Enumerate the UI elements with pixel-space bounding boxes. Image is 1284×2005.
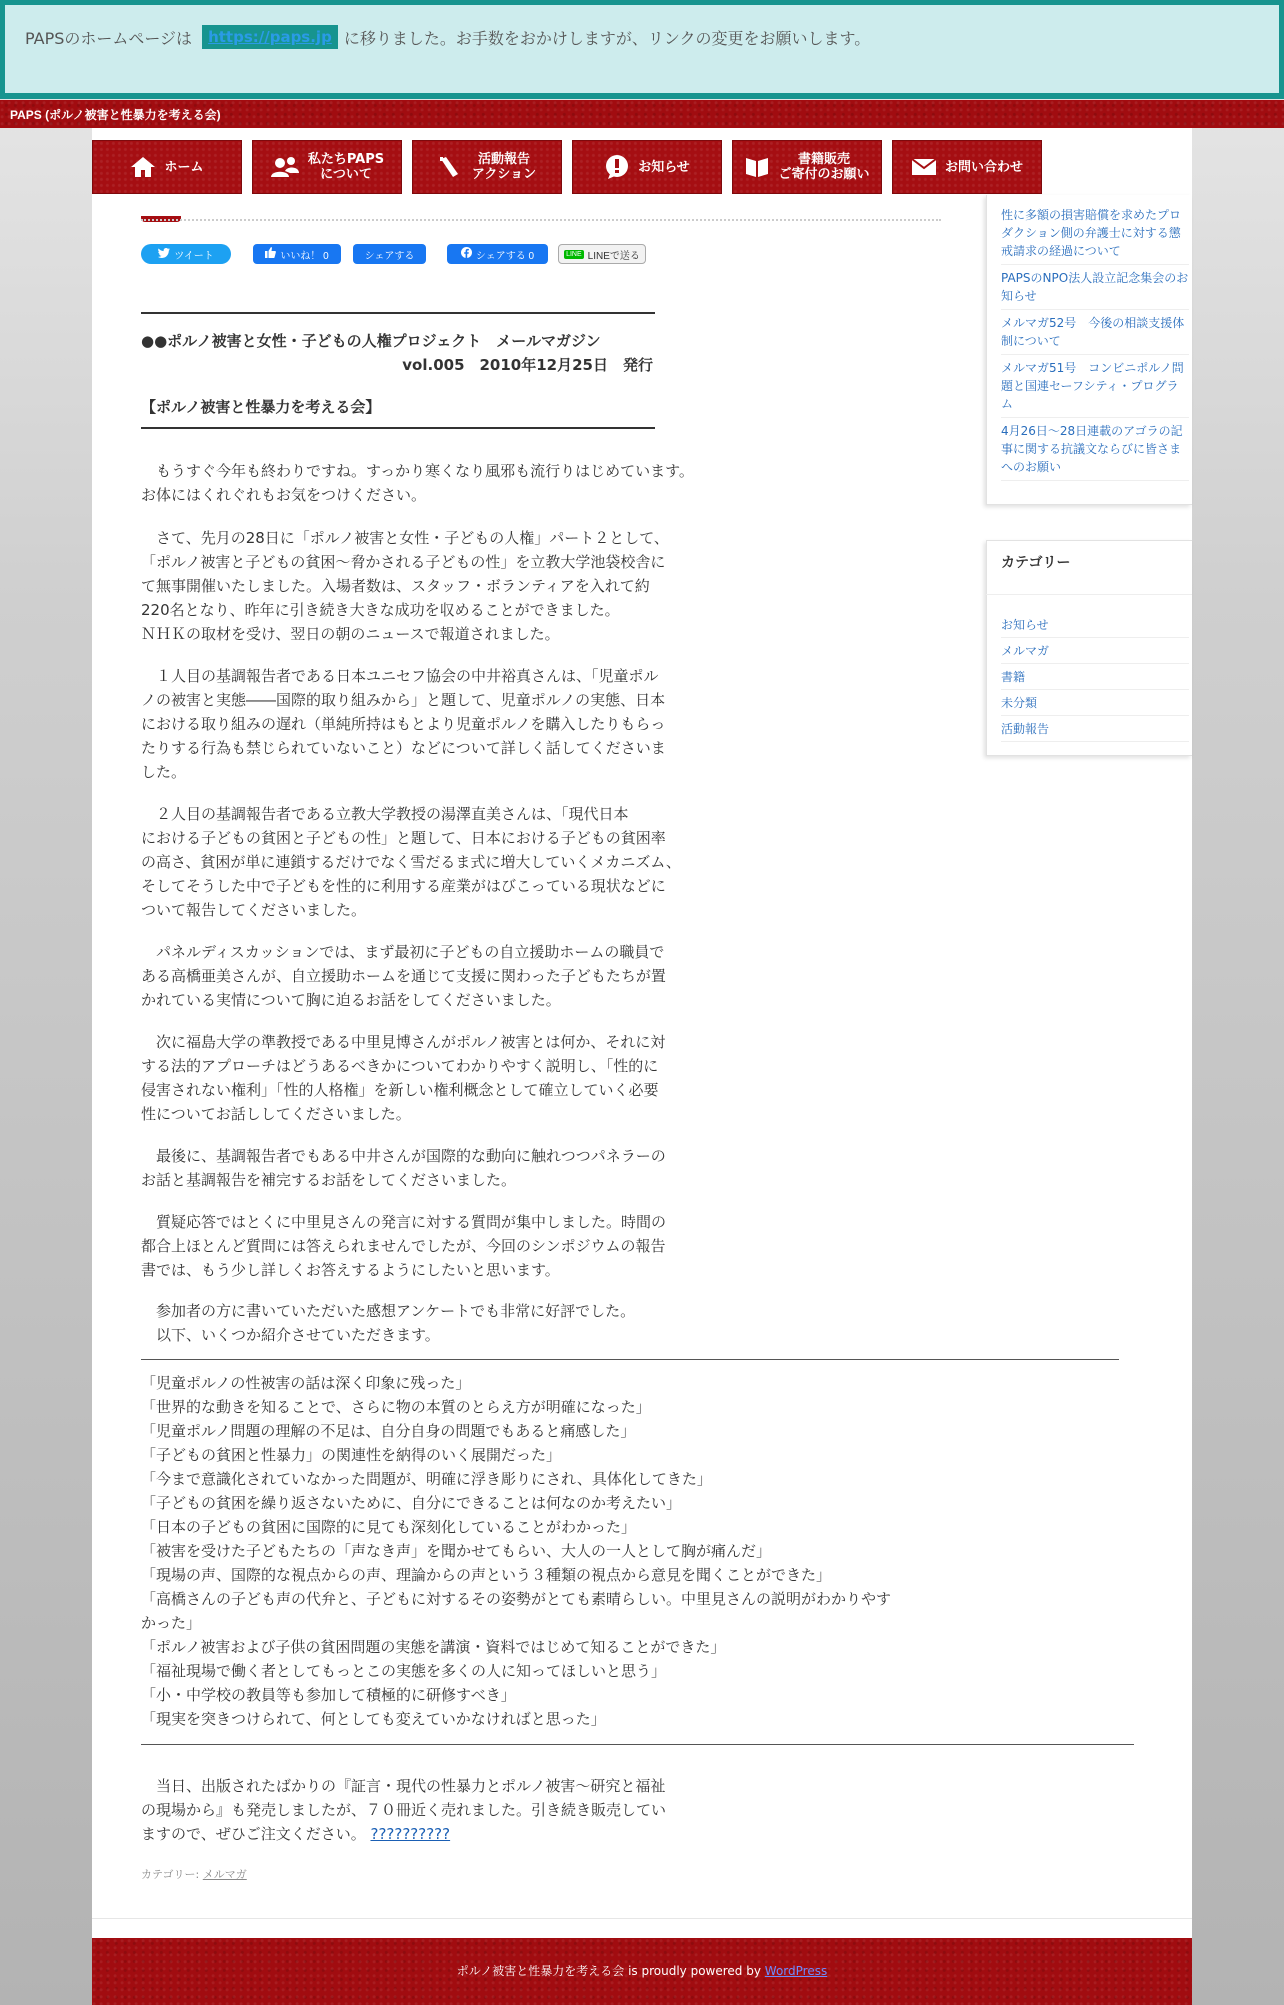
newsletter-title: ●●ポルノ被害と女性・子どもの人権プロジェクト メールマガジン — [141, 332, 601, 350]
fb-share-button[interactable] — [447, 244, 548, 264]
like-label: いいね！ 0 — [280, 250, 329, 262]
category-link[interactable]: メルマガ — [1001, 638, 1189, 664]
survey-quote: 「子どもの貧困と性暴力」の関連性を納得のいく展開だった」 — [141, 1446, 562, 1464]
survey-quote: 「現実を突きつけられて、何としても変えていかなければと思った」 — [141, 1710, 606, 1728]
facebook-icon — [461, 247, 472, 261]
users-icon — [270, 155, 300, 179]
twitter-icon — [158, 248, 170, 261]
notice-text — [25, 25, 870, 49]
article-paragraph: １人目の基調報告者である日本ユニセフ協会の中井裕真さんは、「児童ポル ノの被害と実態――国際的取り組みから」と題して、児童ポルノの実態、日本 における取り組みの遅れ（単純所持はもとより児童ポルノを購入したりもらっ たりする行為も禁じられていないこと）などについて詳しく話してくださいま した。 — [141, 667, 666, 781]
survey-quote: 「福祉現場で働く者としてもっとこの実態を多くの人に知ってほしいと思う」 — [141, 1662, 667, 1680]
nav-contact[interactable] — [892, 140, 1042, 194]
nav-label: お知らせ — [638, 159, 690, 175]
nav-news[interactable] — [572, 140, 722, 194]
nav-label: 書籍販売 ご寄付のお願い — [778, 152, 870, 182]
category-link[interactable]: メルマガ — [202, 1868, 247, 1881]
category-link[interactable]: 活動報告 — [1001, 716, 1189, 742]
site-header — [0, 100, 1284, 128]
fb-share-small-button[interactable] — [353, 244, 426, 264]
share-label: シェアする — [364, 250, 415, 262]
nav-label: 私たちPAPS について — [307, 152, 385, 182]
line-icon: LINE — [566, 250, 582, 258]
survey-quote: 「今まで意識化されていなかった問題が、明確に浮き彫りにされ、具体化してきた」 — [141, 1470, 712, 1488]
megaphone-icon — [438, 154, 464, 180]
quotes-rule-bottom — [141, 1744, 1134, 1745]
tweet-label: ツイート — [174, 250, 214, 262]
tweet-button[interactable] — [141, 244, 231, 264]
book-icon — [744, 155, 770, 179]
article-paragraph: 参加者の方に書いていただいた感想アンケートでも非常に好評でした。 以下、いくつか紹介させていただきます。 — [156, 1302, 636, 1344]
thumbs-up-icon — [265, 247, 276, 261]
survey-quote: 「ポルノ被害および子供の貧困問題の実態を講演・資料ではじめて知ることができた」 — [141, 1638, 726, 1656]
nav-about[interactable] — [252, 140, 402, 194]
notice-text-before: PAPSのホームページは — [25, 28, 193, 48]
category-link[interactable]: 未分類 — [1001, 690, 1189, 716]
home-icon — [130, 155, 156, 179]
notice-banner — [0, 0, 1284, 99]
header-rule-bottom — [141, 427, 655, 429]
line-label: LINEで送る — [587, 250, 640, 262]
header-rule-top — [141, 312, 655, 314]
recent-post-link[interactable]: 4月26日〜28日連載のアゴラの記事に関する抗議文ならびに皆さまへのお願い — [1001, 418, 1189, 481]
closing-paragraph — [141, 1774, 721, 1846]
recent-post-link[interactable]: 性に多額の損害賠償を求めたプロダクション側の弁護士に対する懲戒請求の経過について — [1001, 202, 1189, 265]
exclamation-icon — [604, 154, 630, 180]
categories-heading-divider — [986, 594, 1192, 595]
wordpress-link[interactable]: WordPress — [764, 1964, 828, 1978]
fb-share-label: シェアする 0 — [475, 250, 535, 262]
nav-books[interactable] — [732, 140, 882, 194]
newsletter-org: 【ポルノ被害と性暴力を考える会】 — [141, 398, 381, 416]
nav-home[interactable] — [92, 140, 242, 194]
article-paragraph: 質疑応答ではとくに中里見さんの発言に対する質問が集中しました。時間の 都合上ほとんど質問には答えられませんでしたが、今回のシンポジウムの報告 書では、もう少し詳しくお答えするようにしたいと思います。 — [141, 1213, 667, 1279]
survey-quote: 「世界的な動きを知ることで、さらに物の本質のとらえ方が明確になった」 — [141, 1398, 651, 1416]
fb-like-button[interactable] — [253, 244, 341, 264]
recent-post-link[interactable]: PAPSのNPO法人設立記念集会のお知らせ — [1001, 265, 1189, 310]
recent-posts-list — [1001, 202, 1189, 481]
category-label: カテゴリー: — [141, 1868, 200, 1881]
nav-label: ホーム — [164, 159, 204, 175]
survey-quote: 「現場の声、国際的な視点からの声、理論からの声という３種類の視点から意見を聞くことができた」 — [141, 1566, 832, 1584]
closing-text: 当日、出版されたばかりの『証言・現代の性暴力とポルノ被害～研究と福祉 の現場から』も発売しましたが、７０冊近く売れました。引き続き販売してい ますので、ぜひご注文ください。 — [141, 1777, 667, 1843]
survey-quote: 「児童ポルノ問題の理解の不足は、自分自身の問題でもあると痛感した」 — [141, 1422, 636, 1440]
survey-quote: 「小・中学校の教員等も参加して積極的に研修すべき」 — [141, 1686, 516, 1704]
notice-text-after: に移りました。お手数をおかけしますが、リンクの変更をお願いします。 — [343, 28, 871, 48]
category-link[interactable]: お知らせ — [1001, 612, 1189, 638]
article-paragraph: もうすぐ今年も終わりですね。すっかり寒くなり風邪も流行りはじめています。 お体にはくれぐれもお気をつけください。 — [141, 462, 694, 504]
survey-quote: 「被害を受けた子どもたちの「声なき声」を聞かせてもらい、大人の一人として胸が痛んだ」 — [141, 1542, 772, 1560]
nav-label: お問い合わせ — [944, 159, 1023, 175]
quotes-rule-top — [141, 1359, 1119, 1360]
survey-quote: 「日本の子どもの貧困に国際的に見ても深刻化していることがわかった」 — [141, 1518, 637, 1536]
footer-text: ポルノ被害と性暴力を考える会 is proudly powered by — [456, 1964, 761, 1978]
article-paragraph: パネルディスカッションでは、まず最初に子どもの自立援助ホームの職員で ある高橋亜美さんが、自立援助ホームを通じて支援に関わった子どもたちが置 かれている実情について胸に迫るお話をしてくださいました。 — [141, 943, 666, 1009]
newsletter-volume: vol.005 2010年12月25日 発行 — [402, 356, 653, 374]
site-title[interactable]: PAPS (ポルノ被害と性暴力を考える会) — [10, 108, 221, 122]
nav-activity[interactable] — [412, 140, 562, 194]
article-paragraph: さて、先月の28日に「ポルノ被害と女性・子どもの人権」パート２として、 「ポルノ被害と子どもの貧困～脅かされる子どもの性」を立教大学池袋校舎に て無事開催いたしました。入場者数は、スタッフ・ボランティアを入れて約 220名となり、昨年に引き続き大きな成功を収めることができました。 ＮＨＫの取材を受け、翌日の朝のニュースで報道されました。 — [141, 529, 669, 643]
panel-divider — [92, 1918, 1192, 1919]
article-paragraph: 最後に、基調報告者でもある中井さんが国際的な動向に触れつつパネラーの お話と基調報告を補完するお話をしてくださいました。 — [141, 1147, 666, 1189]
post-category — [141, 1866, 247, 1882]
recent-post-link[interactable]: メルマガ52号 今後の相談支援体制について — [1001, 310, 1189, 355]
line-button[interactable] — [558, 244, 646, 264]
category-link[interactable]: 書籍 — [1001, 664, 1189, 690]
site-footer — [92, 1938, 1192, 2005]
footer-credit — [92, 1962, 1192, 1979]
nav-label: 活動報告 アクション — [471, 152, 537, 182]
article-paragraph: ２人目の基調報告者である立教大学教授の湯澤直美さんは、「現代日本 における子どもの貧困と子どもの性」と題して、日本における子どもの貧困率 の高さ、貧困が単に連鎖するだけでなく雪だるま式に増大していくメカニズム、 そしてそうした中で子どもを性的に利用する産業がはびこっている現状などに ついて報告してくださいました。 — [141, 805, 681, 919]
main-nav — [92, 140, 1042, 194]
survey-quote: 「児童ポルノの性被害の話は深く印象に残った」 — [141, 1374, 471, 1392]
survey-quote: 「高橋さんの子ども声の代弁と、子どもに対するその姿勢がとても素晴らしい。中里見さんの説明がわかりやす かった」 — [141, 1590, 892, 1632]
order-link[interactable]: ?????????? — [370, 1825, 451, 1843]
survey-quote: 「子どもの貧困を繰り返さないために、自分にできることは何なのか考えたい」 — [141, 1494, 682, 1512]
title-divider — [141, 219, 941, 221]
envelope-icon — [911, 157, 937, 177]
categories-heading: カテゴリー — [1001, 555, 1071, 571]
recent-post-link[interactable]: メルマガ51号 コンビニポルノ問題と国連セーフシティ・プログラム — [1001, 355, 1189, 418]
article-paragraph: 次に福島大学の準教授である中里見博さんがポルノ被害とは何か、それに対 する法的アプローチはどうあるべきかについてわかりやすく説明し、「性的に 侵害されない権利」「性的人格権」を新しい権利概念として確立していく必要 性についてお話ししてくださいました。 — [141, 1033, 666, 1123]
notice-link[interactable]: https://paps.jp — [202, 25, 338, 49]
survey-quotes — [141, 1371, 951, 1731]
categories-list — [1001, 612, 1189, 742]
